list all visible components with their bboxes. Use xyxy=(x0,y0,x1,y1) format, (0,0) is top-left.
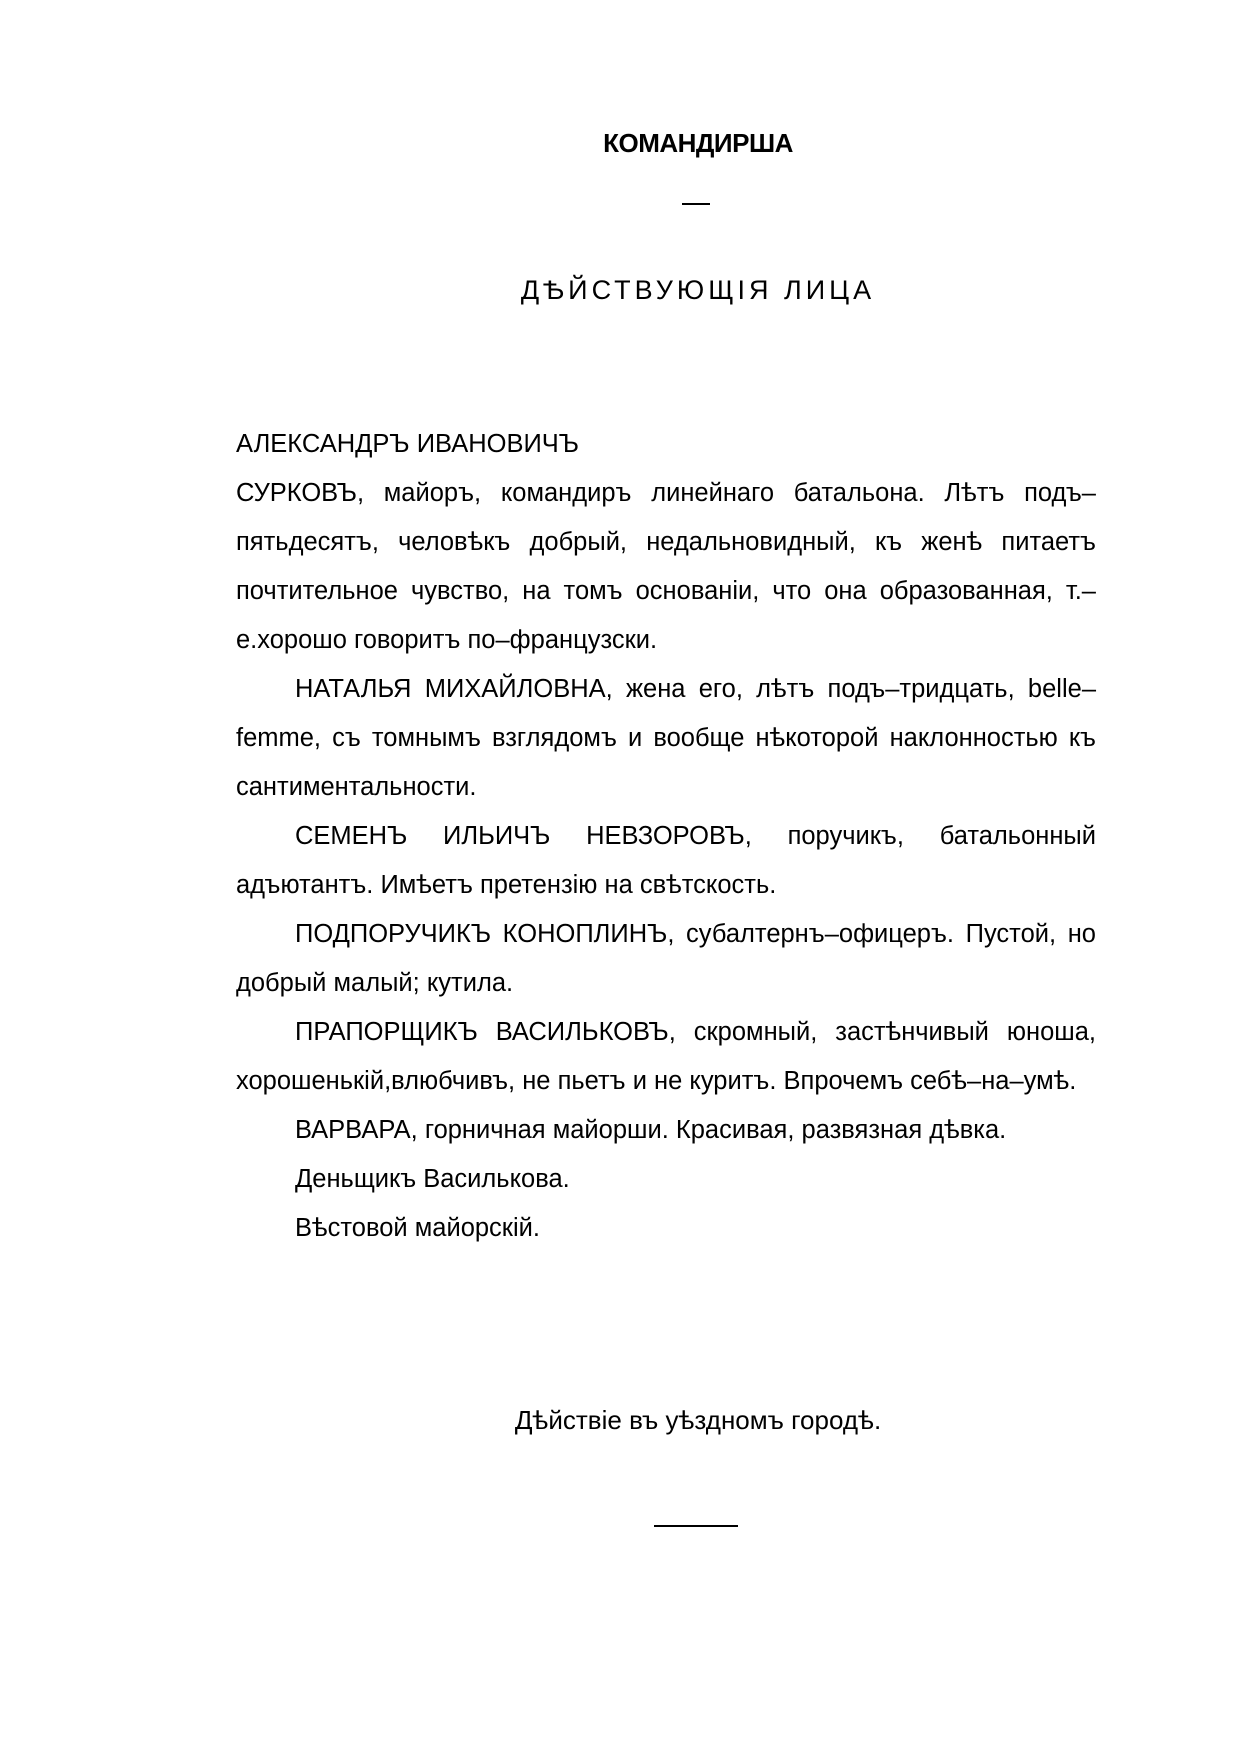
cast-entry-konoplin: ПОДПОРУЧИКЪ КОНОПЛИНЪ, субалтернъ–офицеръ. Пустой, но добрый малый; кутила. xyxy=(236,920,1096,997)
cast-entry-varvara: ВАРВАРА, горничная майорши. Красивая, развязная дѣвка. xyxy=(295,1116,1007,1144)
cast-list xyxy=(236,420,1096,1253)
cast-entry-vasilkov: ПРАПОРЩИКЪ ВАСИЛЬКОВЪ, скромный, застѣнчивый юноша, хорошенькій,влюбчивъ, не пьетъ и не куритъ. Впрочемъ себѣ–на–умѣ. xyxy=(236,1018,1096,1095)
cast-heading: ДѢЙСТВУЮЩІЯ ЛИЦА xyxy=(520,275,876,305)
cast-entry-surkov-name: АЛЕКСАНДРЪ ИВАНОВИЧЪ xyxy=(236,430,579,458)
play-title: КОМАНДИРША xyxy=(603,128,793,158)
end-rule xyxy=(654,1525,738,1527)
cast-entry-natalya: НАТАЛЬЯ МИХАЙЛОВНА, жена его, лѣтъ подъ–тридцать, belle–femme, съ томнымъ взглядомъ и вообще нѣкоторой наклонностью къ сантиментальности. xyxy=(236,675,1096,801)
cast-entry-surkov: СУРКОВЪ, майоръ, командиръ линейнаго батальона. Лѣтъ подъ–пятьдесятъ, человѣкъ добрый, недальновидный, къ женѣ питаетъ почтительное чувство, на томъ основаніи, что она образованная, т.–е.хорошо говоритъ по–французски. xyxy=(236,479,1096,654)
cast-entry-orderly: Деньщикъ Василькова. xyxy=(295,1165,570,1193)
setting-note: Дѣйствіе въ уѣздномъ городѣ. xyxy=(514,1405,882,1435)
title-dash xyxy=(682,203,710,205)
cast-entry-nevzorov: СЕМЕНЪ ИЛЬИЧЪ НЕВЗОРОВЪ, поручикъ, батальонный адъютантъ. Имѣетъ претензію на свѣтскость. xyxy=(236,822,1096,899)
cast-entry-messenger: Вѣстовой майорскій. xyxy=(295,1214,540,1242)
